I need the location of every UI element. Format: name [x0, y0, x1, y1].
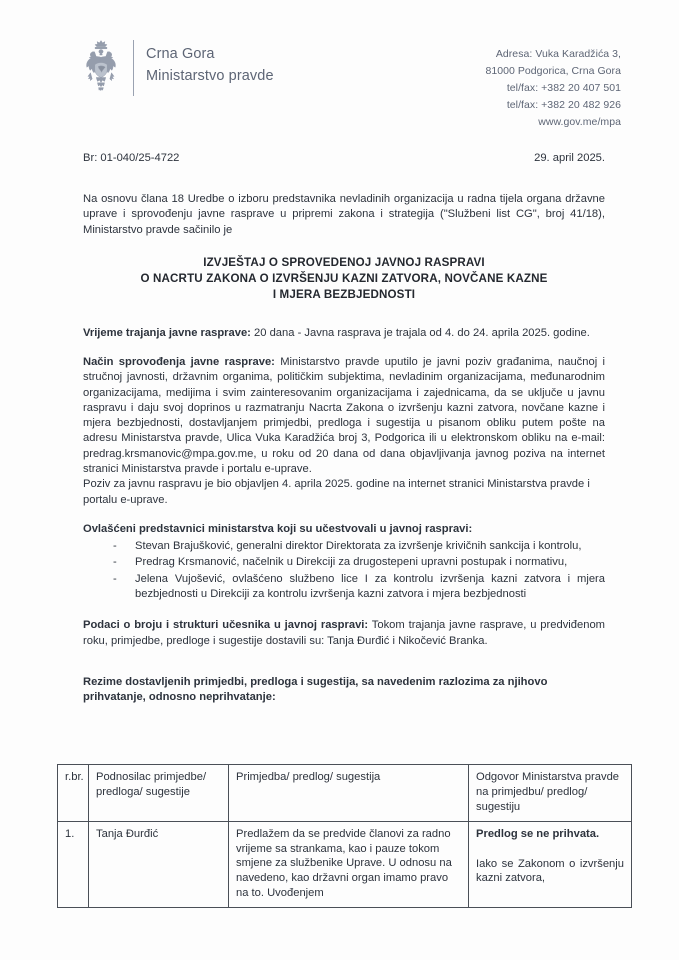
legal-basis-paragraph: Na osnovu člana 18 Uredbe o izboru predstavnika nevladinih organizacija u radna tijela organa državne uprave i sprovođenju javne rasprave u pripremi zakona i strategija ("Službeni list CG", broj 41/18), Ministarstvo pravde sačinilo je [83, 193, 605, 236]
ministry-brand-text [146, 38, 274, 88]
cell-response [469, 821, 632, 907]
method-label: Način sprovođenja javne rasprave: [83, 356, 275, 369]
response-verdict: Predlog se ne prihvata. [476, 827, 600, 840]
cell-suggestion: Predlažem da se predvide članovi za radno vrijeme sa strankama, kao i pauze tokom smjene za službenike Uprave. U odnosu na navedeno, kao državni organ imamo pravo na to. Uvođenjem [229, 821, 469, 907]
method-text: Ministarstvo pravde uputilo je javni poziv građanima, naučnoj i stručnoj javnosti, državnim organima, političkim subjektima, nevladinim organizacijama, međunarodnim organizacijama, medijima i svim zainteresovanim organizacijama i zajednicama, da se uključe u javnu raspravu i daju svoj doprinos u razmatranju Nacrta Zakona o izvršenju kazni zatvora, novčane kazne i mjera bezbjednosti, dostavljanjem primjedbi, predloga i sugestija u pisanom obliku putem pošte na adresu Ministarstva pravde, Ulica Vuka Karadžića broj 3, Podgorica ili u elektronskom obliku na e-mail: predrag.krsmanovic@mpa.gov.me, u roku od 20 dana od dana objavljivanja javnog poziva na internet stranici Ministarstva pravde i portalu e-uprave. [83, 356, 605, 476]
address-line-tel2: tel/fax: +382 20 482 926 [506, 99, 621, 111]
participants-text: Tokom trajanja javne rasprave, u predviđenom roku, primjedbe, predloge i sugestije dostavili su: Tanja Đurđić i Nikočević Branka. [83, 619, 605, 647]
list-item [113, 572, 605, 603]
participants-label: Podaci o broju i strukturi učesnika u javnoj raspravi: [83, 619, 369, 632]
dash-bullet-icon: - [113, 540, 117, 553]
title-line-3: I MJERA BEZBJEDNOSTI [272, 287, 416, 301]
table-header-row [58, 765, 632, 822]
representatives-list [83, 539, 605, 602]
response-spacer [476, 842, 624, 857]
country-name: Crna Gora [146, 46, 215, 62]
method-paragraph-2: Poziv za javnu raspravu je bio objavljen 4. aprila 2025. godine na internet stranici Ministarstva pravde i portalu e-uprave. [83, 478, 590, 506]
table-row [58, 821, 632, 907]
resume-label: Rezime dostavljenih primjedbi, predloga i sugestija, sa navedenim razlozima za njihovo prihvatanje, odnosno neprihvatanje: [83, 675, 548, 704]
address-line-website: www.gov.me/mpa [538, 116, 621, 128]
reference-number: Br: 01-040/25-4722 [83, 152, 180, 164]
representative-text: Stevan Brajušković, generalni direktor Direktorata za izvršenje krivičnih sankcija i kontrolu, [135, 540, 582, 553]
dash-bullet-icon: - [113, 556, 117, 569]
table-header-response: Odgovor Ministarstva pravde na primjedbu/ predlog/ sugestiju [469, 765, 632, 822]
cell-row-number: 1. [58, 821, 89, 907]
address-line-city: 81000 Podgorica, Crna Gora [485, 65, 621, 77]
list-item [113, 539, 605, 554]
cell-submitter: Tanja Đurđić [89, 821, 229, 907]
table-header-suggestion: Primjedba/ predlog/ sugestija [229, 765, 469, 822]
representative-text: Predrag Krsmanović, načelnik u Direkciji za drugostepeni upravni postupak i normativu, [135, 556, 568, 569]
ministry-name: Ministarstvo pravde [146, 67, 274, 84]
letterhead [0, 38, 679, 138]
table-header-submitter: Podnosilac primjedbe/ predloga/ sugestije [89, 765, 229, 822]
participants-paragraph [83, 618, 605, 649]
representative-text: Jelena Vujošević, ovlašćeno službeno lice I za kontrolu izvršenja kazni zatvora i mjera bezbjednosti u Direkciji za kontrolu izvršenja kazni zatvora i mjera bezbjednosti [135, 572, 605, 601]
ministry-address-block [485, 46, 621, 131]
dash-bullet-icon: - [113, 572, 117, 585]
table-header-number: r.br. [58, 765, 89, 822]
list-item [113, 555, 605, 570]
title-line-2: O NACRTU ZAKONA O IZVRŠENJU KAZNI ZATVORA, NOVČANE KAZNE [140, 271, 548, 285]
method-paragraph [83, 355, 605, 477]
brand-divider [133, 40, 134, 96]
response-body: Iako se Zakonom o izvršenju kazni zatvora, [476, 857, 624, 885]
reference-line [83, 152, 605, 164]
suggestions-table [57, 764, 632, 908]
montenegro-coat-of-arms-icon [78, 38, 124, 98]
page-title [83, 255, 605, 303]
document-date: 29. april 2025. [534, 152, 605, 164]
address-line-tel1: tel/fax: +382 20 407 501 [506, 82, 621, 94]
duration-label: Vrijeme trajanja javne rasprave: [83, 326, 251, 339]
representatives-label: Ovlašćeni predstavnici ministarstva koji su učestvovali u javnoj raspravi: [83, 522, 473, 535]
section-spacer [83, 603, 605, 618]
section-spacer [83, 663, 605, 675]
duration-text: 20 dana - Javna rasprava je trajala od 4. do 24. aprila 2025. godine. [250, 326, 590, 339]
document-body [83, 152, 605, 719]
title-line-1: IZVJEŠTAJ O SPROVEDENOJ JAVNOJ RASPRAVI [203, 255, 485, 269]
address-line-street: Adresa: Vuka Karadžića 3, [495, 48, 621, 60]
ministry-brand [78, 38, 274, 98]
duration-paragraph [83, 326, 605, 341]
